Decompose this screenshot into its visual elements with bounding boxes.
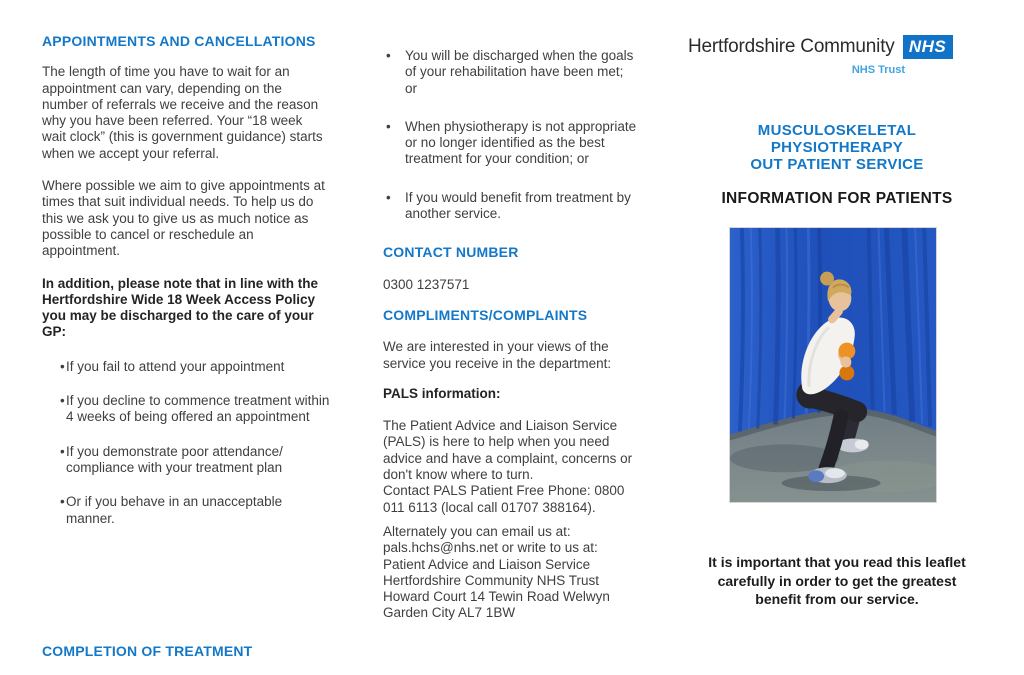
- exercise-photo-illustration: [730, 228, 936, 502]
- bullet-icon: •: [60, 358, 65, 374]
- middle-column: [383, 48, 668, 638]
- list-item: [383, 190, 668, 223]
- alternate-contact-paragraph: Alternately you can email us at: pals.hchs@nhs.net or write to us at: Patient Advice and Liaison Service Hertfordshire Community NHS Trust Howard Court 14 Tewin Road Welwyn Garden City AL7 1BW: [383, 523, 610, 621]
- list-item-text: If you demonstrate poor attendance/ compliance with your treatment plan: [66, 443, 283, 475]
- information-subtitle: INFORMATION FOR PATIENTS: [721, 190, 953, 207]
- list-item-text: When physiotherapy is not appropriate or no longer identified as the best treatment for your condition; or: [405, 118, 637, 167]
- list-item-text: You will be discharged when the goals of your rehabilitation have been met; or: [405, 48, 634, 96]
- list-item: [383, 48, 668, 97]
- exercise-photo: [729, 227, 937, 503]
- discharge-policy-paragraph: In addition, please note that in line with the Hertfordshire Wide 18 Week Access Policy you may be discharged to the care of your GP:: [42, 275, 319, 340]
- list-item: [42, 444, 354, 477]
- bullet-icon: •: [60, 393, 65, 409]
- compliments-complaints-heading: COMPLIMENTS/COMPLAINTS: [383, 306, 588, 323]
- wait-time-paragraph: The length of time you have to wait for an appointment can vary, depending on the number of referrals we receive and the reason why you have been referred. Your “18 week wait clock” (this is government guidance) starts when we accept your referral.: [42, 64, 323, 161]
- service-title: MUSCULOSKELETAL PHYSIOTHERAPY OUT PATIENT SERVICE: [750, 122, 924, 173]
- bullet-icon: •: [386, 48, 391, 63]
- discharge-criteria-list: [383, 48, 668, 222]
- bullet-icon: •: [60, 494, 65, 510]
- list-item-text: If you fail to attend your appointment: [66, 358, 285, 374]
- discharge-reasons-list: [42, 359, 354, 527]
- nhs-trust-logo: [683, 35, 991, 85]
- completion-heading: COMPLETION OF TREATMENT: [42, 643, 253, 659]
- nhs-logo-icon: NHS: [903, 35, 953, 59]
- appointment-times-paragraph: Where possible we aim to give appointments at times that suit individual needs. To help us do this we ask you to give us as much notice as possible to cancel or reschedule an appointment.: [42, 178, 325, 259]
- pals-information-heading: PALS information:: [383, 385, 501, 401]
- right-column: [683, 33, 991, 673]
- bullet-icon: •: [386, 118, 391, 134]
- list-item: [42, 393, 354, 426]
- pals-paragraph: The Patient Advice and Liaison Service (PALS) is here to help when you need advice and have a complaint, concerns or don't know where to turn. Contact PALS Patient Free Phone: 0800 011 6113 (local call 01707 388164).: [383, 418, 633, 515]
- list-item: [42, 359, 354, 375]
- appointments-heading: APPOINTMENTS AND CANCELLATIONS: [42, 33, 316, 49]
- views-paragraph: We are interested in your views of the service you receive in the department:: [383, 339, 612, 371]
- contact-phone-number: 0300 1237571: [383, 276, 470, 292]
- footer-note: It is important that you read this leaflet carefully in order to get the greatest benefit from our service.: [708, 554, 966, 607]
- list-item: [383, 119, 668, 168]
- list-item: [42, 494, 354, 527]
- trust-wordmark: Hertfordshire Community: [688, 36, 895, 57]
- list-item-text: Or if you behave in an unacceptable manner.: [66, 494, 283, 526]
- left-column: [42, 33, 354, 545]
- nhs-trust-label: NHS Trust: [851, 64, 905, 76]
- bullet-icon: •: [60, 443, 65, 459]
- logo-row: [688, 35, 953, 59]
- bullet-icon: •: [386, 189, 391, 205]
- list-item-text: If you decline to commence treatment within 4 weeks of being offered an appointment: [66, 393, 330, 425]
- contact-number-heading: CONTACT NUMBER: [383, 244, 519, 261]
- list-item-text: If you would benefit from treatment by another service.: [405, 189, 631, 222]
